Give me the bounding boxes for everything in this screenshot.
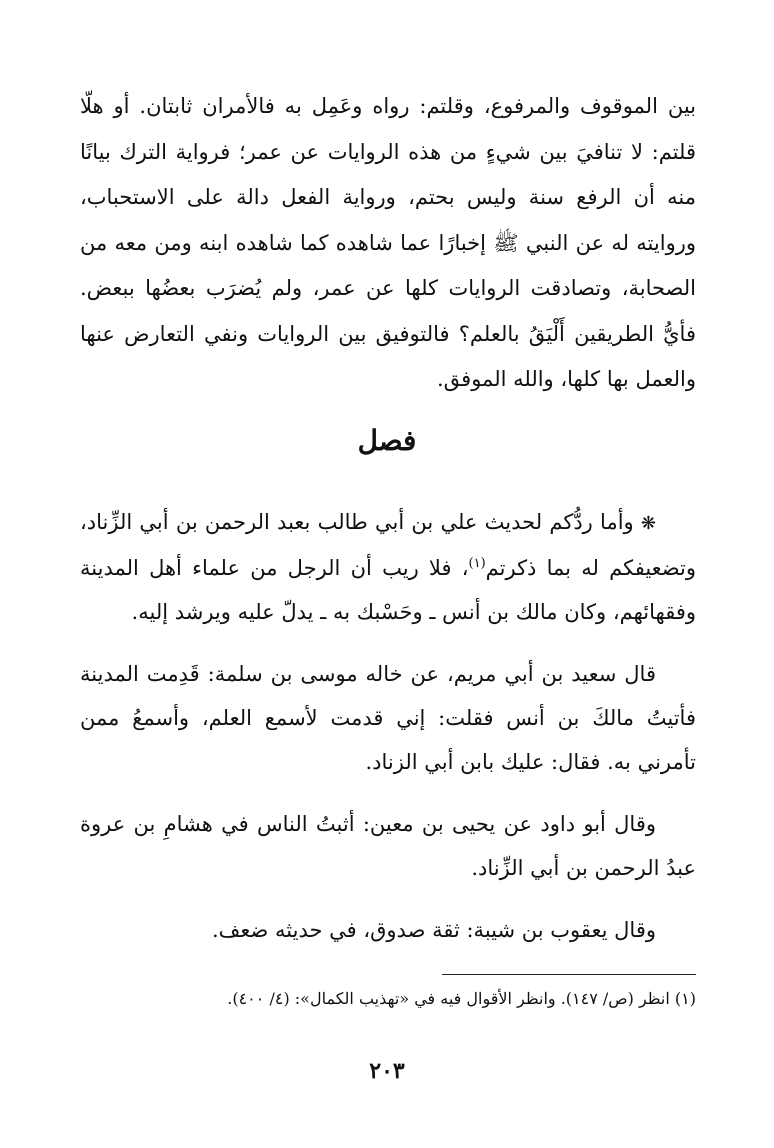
main-text-block	[80, 84, 696, 403]
section-paragraph-text: وأما ردُّكم لحديث علي بن أبي طالب بعبد الرحمن بن أبي الزِّناد، وتضعيفكم له بما ذكرتم	[80, 510, 696, 580]
section-paragraph: قال سعيد بن أبي مريم، عن خاله موسى بن سلمة: قَدِمت المدينة فأتيتُ مالكَ بن أنس فقلت: إني قدمت لأسمع العلم، وأسمعُ ممن تأمرني به. فقال: عليك بابن أبي الزناد.	[80, 662, 696, 774]
footnote-reference[interactable]: (١)	[468, 556, 486, 571]
section-paragraph	[80, 500, 696, 634]
section-paragraph: وقال يعقوب بن شيبة: ثقة صدوق، في حديثه ضعف.	[211, 918, 656, 942]
body-paragraph: بين الموقوف والمرفوع، وقلتم: رواه وعَمِل به فالأمران ثابتان. أو هلّا قلتم: لا تنافيَ بين شيءٍ من هذه الروايات عن عمر؛ فرواية الترك بيانًا منه أن الرفع سنة وليس بحتم، ورواية الفعل دالة على الاستحباب، وروايته له عن النبي ﷺ إخبارًا عما شاهده كما شاهده ابنه ومن معه من الصحابة، وتصادقت الروايات كلها عن عمر، ولم يُضرَب بعضُها ببعض. فأيُّ الطريقين أَلْيَقُ بالعلم؟ فالتوفيق بين الروايات ونفي التعارض عنها والعمل بها كلها، والله الموفق.	[80, 94, 696, 391]
section-body	[80, 500, 696, 970]
footnote-divider	[442, 974, 696, 975]
section-heading: فصل	[357, 424, 417, 457]
page-number: ٢٠٣	[369, 1058, 405, 1084]
section-paragraph: وقال أبو داود عن يحيى بن معين: أثبتُ الناس في هشامِ بن عروة عبدُ الرحمن بن أبي الزِّناد.	[80, 812, 696, 880]
footnote: (١) انظر (ص/ ١٤٧). وانظر الأقوال فيه في «تهذيب الكمال»: (٤/ ٤٠٠).	[227, 989, 696, 1008]
asterisk-marker-icon: ❋	[640, 513, 656, 534]
section-paragraph-text: ، فلا ريب أن الرجل من علماء أهل المدينة وفقهائهم، وكان مالك بن أنس ـ وحَسْبك به ـ يدلّ عليه ويرشد إليه.	[80, 556, 696, 624]
